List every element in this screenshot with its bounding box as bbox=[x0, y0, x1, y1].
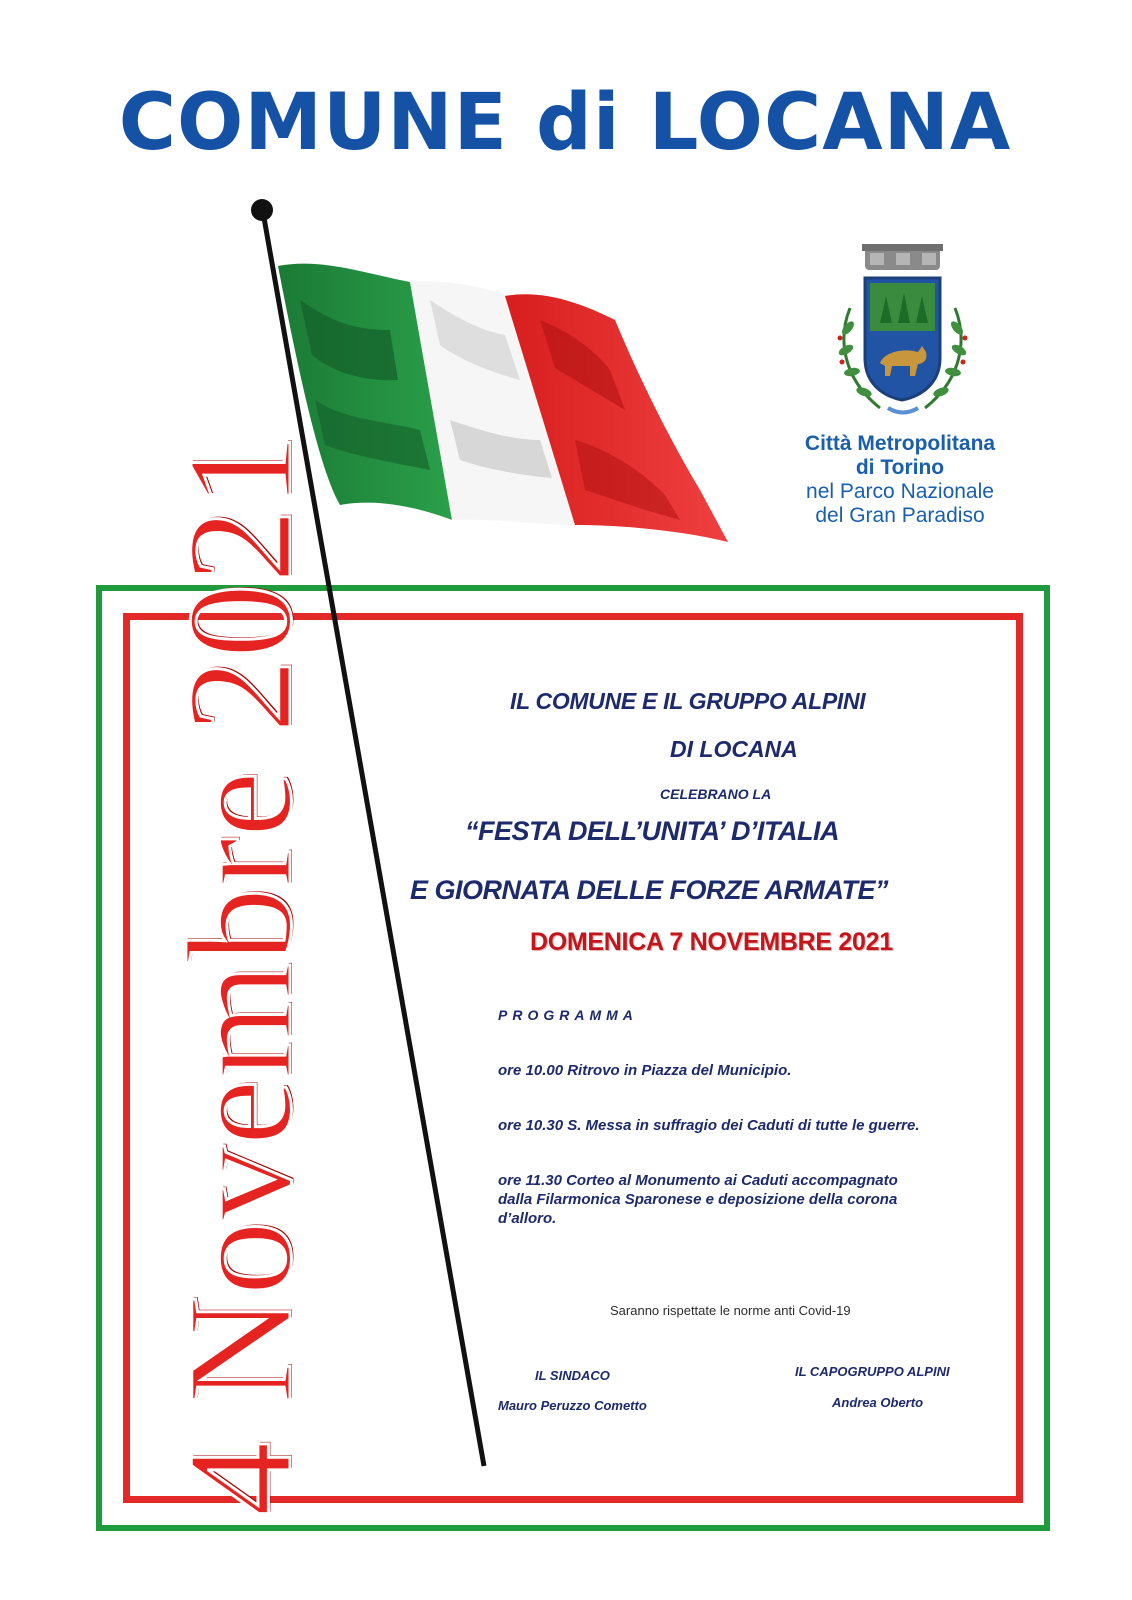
mayor-title: IL SINDACO bbox=[535, 1368, 610, 1383]
programme-heading: PROGRAMMA bbox=[498, 1007, 638, 1023]
alpini-title: IL CAPOGRUPPO ALPINI bbox=[795, 1364, 950, 1379]
metro-line-4: del Gran Paradiso bbox=[815, 504, 985, 527]
coat-of-arms-icon bbox=[810, 238, 990, 428]
programme-item-1: ore 10.00 Ritrovo in Piazza del Municipio. bbox=[498, 1062, 792, 1079]
programme-item-3-line-3: d’alloro. bbox=[498, 1210, 557, 1227]
metro-line-2: di Torino bbox=[855, 456, 945, 479]
page-title: COMUNE di LOCANA bbox=[118, 78, 1012, 168]
announcement-line-1: IL COMUNE E IL GRUPPO ALPINI bbox=[510, 688, 866, 714]
programme-item-3-line-2: dalla Filarmonica Sparonese e deposizione della corona bbox=[498, 1191, 898, 1208]
big-date-text: 4 Novembre 2021 bbox=[157, 433, 323, 1517]
covid-notice: Saranno rispettate le norme anti Covid-19 bbox=[610, 1303, 851, 1318]
mayor-name: Mauro Peruzzo Cometto bbox=[498, 1398, 647, 1413]
announcement-line-3: CELEBRANO LA bbox=[660, 786, 772, 802]
announcement-line-2: DI LOCANA bbox=[670, 736, 798, 762]
event-date: DOMENICA 7 NOVEMBRE 2021 bbox=[530, 928, 893, 956]
programme-item-3 bbox=[498, 1171, 898, 1228]
festa-title-line-1: “FESTA DELL’UNITA’ D’ITALIA bbox=[465, 816, 839, 846]
programme-item-2: ore 10.30 S. Messa in suffragio dei Caduti di tutte le guerre. bbox=[498, 1117, 920, 1134]
metro-line-3: nel Parco Nazionale bbox=[806, 480, 994, 503]
alpini-name: Andrea Oberto bbox=[832, 1395, 924, 1410]
festa-title-line-2: E GIORNATA DELLE FORZE ARMATE” bbox=[410, 875, 888, 905]
metro-caption bbox=[790, 432, 1010, 528]
programme-item-3-line-1: ore 11.30 Corteo al Monumento ai Caduti accompagnato bbox=[498, 1172, 898, 1189]
metro-line-1: Città Metropolitana bbox=[804, 432, 996, 455]
